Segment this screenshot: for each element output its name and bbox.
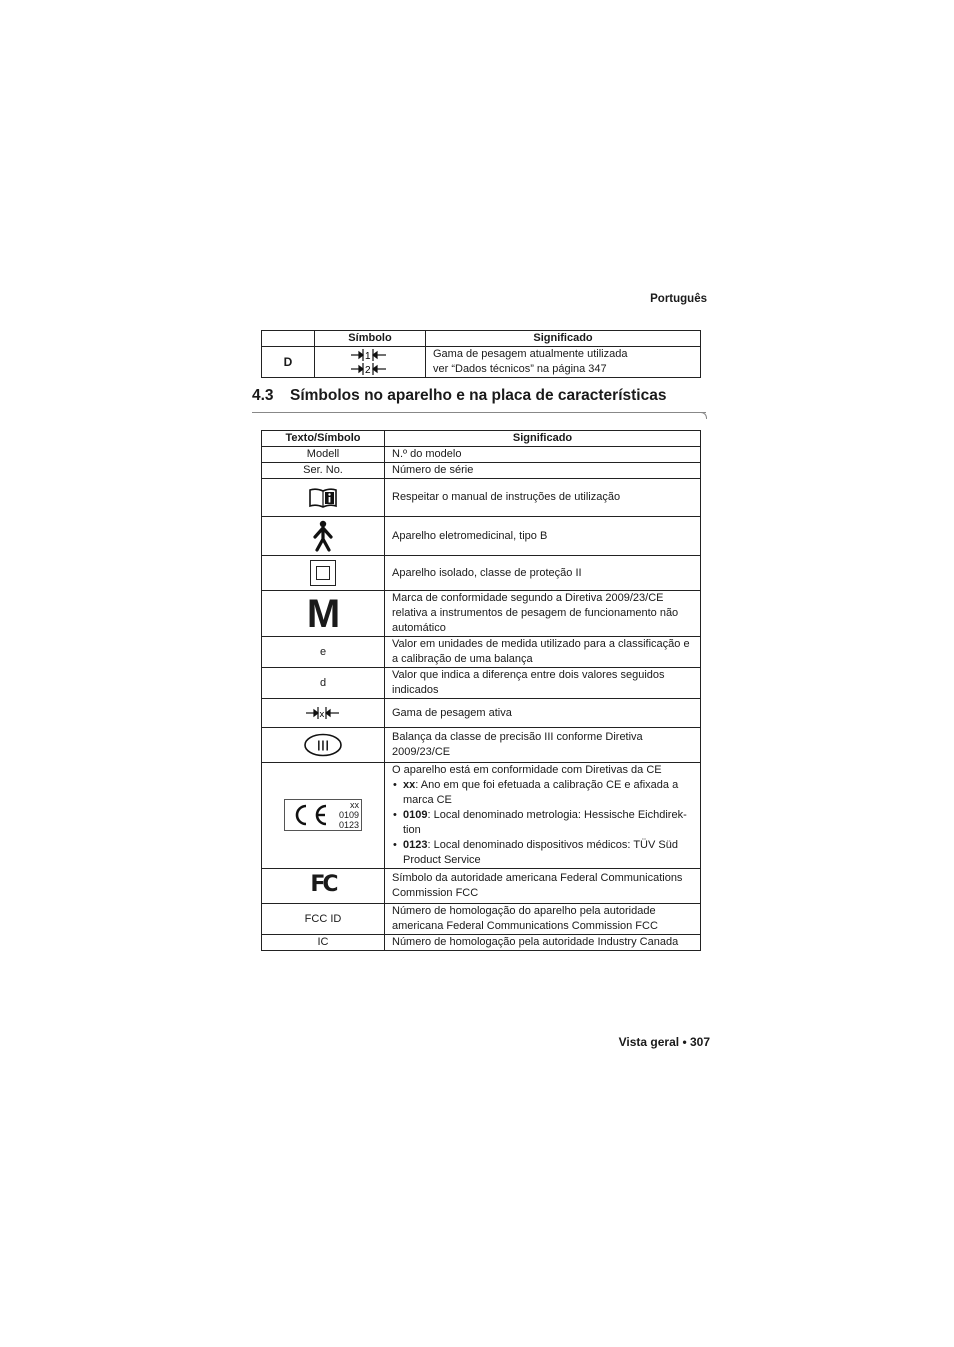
symbol-table-continued [261, 330, 701, 378]
active-weighing-range-icon [305, 705, 341, 721]
table-header-cell: Texto/Símbolo [262, 431, 385, 447]
manual-book-info-icon [308, 487, 338, 509]
table-header-cell [262, 331, 315, 347]
meaning-cell: Símbolo da autoridade americana Federal Communications Commission FCC [385, 869, 701, 904]
meaning-cell: Número de série [385, 463, 701, 479]
symbol-cell [262, 517, 385, 556]
meaning-cell [385, 763, 701, 869]
table-row [262, 347, 701, 378]
text-cell: e [262, 637, 385, 668]
bullet-key: 0109 [403, 809, 428, 821]
bullet-text: : Local denominado dispositivos médicos: TÜV Süd Product Service [403, 839, 678, 866]
symbol-cell [262, 869, 385, 904]
language-label: Português [650, 293, 707, 305]
range-2-label: 2 [365, 365, 371, 376]
meaning-cell: Aparelho eletromedicinal, tipo B [385, 517, 701, 556]
table-row [262, 869, 701, 904]
meaning-cell: Respeitar o manual de instruções de utilização [385, 479, 701, 517]
range-1-label: 1 [365, 351, 371, 362]
list-item [392, 838, 693, 868]
meaning-intro: O aparelho está em conformidade com Diretivas da CE [392, 764, 662, 776]
list-item [392, 778, 693, 808]
table-row [262, 556, 701, 591]
table-row [262, 447, 701, 463]
meaning-cell: Número de homologação pela autoridade Industry Canada [385, 935, 701, 951]
text-cell: IC [262, 935, 385, 951]
table-row [262, 479, 701, 517]
table-header-cell: Significado [385, 431, 701, 447]
table-row [262, 728, 701, 763]
person-type-b-icon [312, 520, 334, 552]
row-key: D [262, 347, 315, 378]
class-iii-label: III [316, 737, 330, 755]
table-header-cell: Significado [426, 331, 701, 347]
table-header-cell: Símbolo [315, 331, 426, 347]
text-cell: FCC ID [262, 904, 385, 935]
meaning-cell: Marca de conformidade segundo a Diretiva 2009/23/CE relativa a instrumentos de pesagem de funcionamento não automático [385, 591, 701, 637]
text-cell: Ser. No. [262, 463, 385, 479]
ce-number: 0123 [338, 820, 360, 830]
symbol-cell [262, 763, 385, 869]
table-row [262, 668, 701, 699]
text-cell: Modell [262, 447, 385, 463]
bullet-text: : Ano em que foi efetuada a calibração CE e afixada a marca CE [403, 779, 679, 806]
table-row [262, 517, 701, 556]
section-number: 4.3 [252, 387, 274, 404]
meaning-cell: Gama de pesagem ativa [385, 699, 701, 728]
symbol-cell [262, 699, 385, 728]
meaning-cell [426, 347, 701, 378]
range-x-label: x [319, 709, 325, 720]
table-row [262, 637, 701, 668]
symbol-cell [262, 556, 385, 591]
list-item [392, 808, 693, 838]
section-heading [252, 387, 666, 405]
meaning-line: Gama de pesagem atualmente utilizada [433, 348, 628, 360]
accuracy-class-iii-icon [303, 733, 343, 757]
symbol-cell [262, 728, 385, 763]
ce-number: xx [350, 800, 360, 810]
heading-rule-hook [700, 412, 707, 419]
ce-mark-box [284, 799, 362, 831]
bullet-text: : Local denominado metrologia: Hessische Eichdirek-tion [403, 809, 687, 836]
weighing-range-symbol-cell [315, 347, 426, 378]
table-row [262, 763, 701, 869]
fcc-logo-mark: FC [310, 871, 336, 897]
heading-rule [252, 412, 706, 413]
meaning-cell: Número de homologação do aparelho pela autoridade americana Federal Communications Commission FCC [385, 904, 701, 935]
ce-mark-numbers [339, 800, 359, 830]
page-footer: Vista geral • 307 [618, 1035, 710, 1049]
table-row [262, 591, 701, 637]
device-symbols-table [261, 430, 701, 951]
table-row [262, 463, 701, 479]
symbol-cell [262, 479, 385, 517]
table-row [262, 904, 701, 935]
symbol-cell [262, 591, 385, 637]
section-title: Símbolos no aparelho e na placa de características [290, 387, 667, 404]
meaning-cell: Valor em unidades de medida utilizado para a classificação e a calibração de uma balança [385, 637, 701, 668]
metrology-m-mark: M [306, 591, 340, 636]
table-header-row [262, 331, 701, 347]
meaning-cell: Valor que indica a diferença entre dois valores seguidos indicados [385, 668, 701, 699]
table-header-row [262, 431, 701, 447]
text-cell: d [262, 668, 385, 699]
meaning-cell: Balança da classe de precisão III conforme Diretiva 2009/23/CE [385, 728, 701, 763]
meaning-line: ver “Dados técnicos” na página 347 [433, 363, 607, 375]
ce-number: 0109 [338, 810, 360, 820]
weighing-range-arrows-icon [350, 348, 390, 376]
meaning-cell: Aparelho isolado, classe de proteção II [385, 556, 701, 591]
bullet-key: 0123 [403, 839, 428, 851]
meaning-cell: N.º do modelo [385, 447, 701, 463]
table-row [262, 935, 701, 951]
double-square-class-ii-icon [310, 560, 336, 586]
ce-mark-icon [291, 803, 331, 827]
bullet-key: xx [403, 779, 416, 791]
table-row [262, 699, 701, 728]
